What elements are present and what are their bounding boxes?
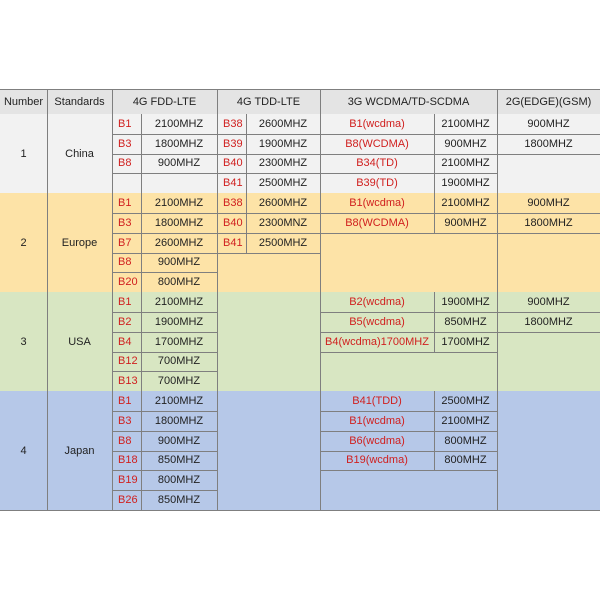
wcdma-frequency: 2100MHZ [441,414,490,427]
region-name: Japan [47,391,112,510]
fdd-band: B18 [118,454,138,467]
fdd-frequency: 850MHZ [157,454,201,467]
fdd-frequency: 700MHZ [157,375,201,388]
fdd-band: B1 [118,296,132,309]
gsm-frequency: 1800MHZ [524,137,573,150]
header-cell: Standards [47,89,112,114]
grid-line [434,391,435,470]
tdd-frequency: 2500MHZ [258,236,308,249]
wcdma-frequency: 2100MHZ [441,117,490,130]
wcdma-frequency: 1900MHZ [441,177,490,190]
region-number: 2 [0,193,47,292]
wcdma-frequency: 850MHZ [444,315,487,328]
fdd-frequency: 1800MHZ [154,137,204,150]
gsm-frequency: 1800MHZ [524,315,573,328]
grid-line [112,391,113,510]
wcdma-band: B39(TD) [356,177,398,190]
fdd-frequency: 800MHZ [157,276,201,289]
wcdma-band: B1(wcdma) [349,117,405,130]
fdd-band: B13 [118,375,138,388]
grid-line [141,391,142,510]
grid-line [434,114,435,193]
grid-line [47,89,48,114]
grid-line [217,114,218,193]
fdd-frequency: 900MHZ [157,434,201,447]
fdd-band: B26 [118,494,138,507]
grid-line [320,352,497,353]
fdd-frequency: 900MHZ [157,256,201,269]
fdd-frequency: 2100MHZ [154,117,204,130]
grid-line [217,89,218,114]
fdd-band: B8 [118,157,132,170]
grid-line [497,89,498,114]
fdd-frequency: 1800MHZ [154,216,204,229]
wcdma-band: B19(wcdma) [346,454,408,467]
fdd-frequency: 2600MHZ [154,236,204,249]
fdd-frequency: 1800MHZ [154,414,204,427]
wcdma-frequency: 2100MHZ [441,157,490,170]
tdd-frequency: 2300MNZ [258,216,308,229]
fdd-frequency: 850MHZ [157,494,201,507]
grid-line [112,193,113,292]
grid-line [497,332,600,333]
fdd-frequency: 800MHZ [157,474,201,487]
wcdma-band: B41(TDD) [352,395,402,408]
grid-line [112,114,113,193]
grid-line [217,253,320,254]
grid-line [320,470,497,471]
fdd-band: B8 [118,434,132,447]
fdd-band: B1 [118,117,132,130]
tdd-band: B41 [223,236,243,249]
region-number: 4 [0,391,47,510]
fdd-band: B7 [118,236,132,249]
grid-line [497,233,600,234]
fdd-band: B8 [118,256,132,269]
wcdma-band: B8(WCDMA) [345,216,409,229]
grid-line [112,173,217,174]
wcdma-frequency: 900MHZ [444,216,487,229]
wcdma-frequency: 800MHZ [444,454,487,467]
grid-line [141,193,142,292]
grid-line [217,193,218,292]
grid-line [246,114,247,193]
header-cell: 4G TDD-LTE [217,89,320,114]
wcdma-band: B8(WCDMA) [345,137,409,150]
frequency-band-table [0,89,600,510]
fdd-frequency: 2100MHZ [154,197,204,210]
tdd-frequency: 2600MHZ [258,197,308,210]
region-name: USA [47,292,112,391]
wcdma-frequency: 2100MHZ [441,197,490,210]
header-cell: 3G WCDMA/TD-SCDMA [320,89,497,114]
region-name: Europe [47,193,112,292]
gsm-frequency: 900MHZ [527,117,570,130]
tdd-band: B38 [223,117,243,130]
grid-line [497,114,498,193]
tdd-frequency: 2300MHZ [258,157,308,170]
grid-line [217,292,218,391]
grid-line [0,510,600,511]
wcdma-band: B4(wcdma)1700MHZ [325,335,429,348]
wcdma-band: B1(wcdma) [349,197,405,210]
grid-line [320,233,497,234]
wcdma-band: B5(wcdma) [349,315,405,328]
fdd-band: B19 [118,474,138,487]
tdd-band: B40 [223,157,243,170]
grid-line [497,193,498,292]
fdd-band: B1 [118,395,132,408]
grid-line [47,391,48,510]
region-number: 3 [0,292,47,391]
grid-line [217,391,218,510]
header-cell: 4G FDD-LTE [112,89,217,114]
tdd-frequency: 2600MHZ [258,117,308,130]
gsm-frequency: 1800MHZ [524,216,573,229]
grid-line [112,292,113,391]
grid-line [0,89,600,90]
grid-line [320,193,321,292]
header-cell: 2G(EDGE)(GSM) [497,89,600,114]
grid-line [246,193,247,252]
fdd-frequency: 700MHZ [157,355,201,368]
grid-line [320,114,321,193]
grid-line [434,193,435,233]
grid-line [141,292,142,391]
gsm-frequency: 900MHZ [527,197,570,210]
wcdma-frequency: 800MHZ [444,434,487,447]
grid-line [320,391,321,510]
grid-line [434,292,435,351]
grid-line [112,89,113,114]
grid-line [141,114,142,193]
wcdma-band: B2(wcdma) [349,296,405,309]
tdd-frequency: 2500MHZ [258,177,308,190]
fdd-band: B2 [118,315,132,328]
fdd-frequency: 1700MHZ [154,335,204,348]
grid-line [497,154,600,155]
fdd-frequency: 1900MHZ [154,315,204,328]
gsm-frequency: 900MHZ [527,296,570,309]
grid-line [320,292,321,391]
grid-line [47,114,48,193]
wcdma-frequency: 1700MHZ [441,335,490,348]
region-name: China [47,114,112,193]
grid-line [47,292,48,391]
wcdma-band: B6(wcdma) [349,434,405,447]
tdd-band: B39 [223,137,243,150]
fdd-frequency: 900MHZ [157,157,201,170]
fdd-frequency: 2100MHZ [154,395,204,408]
tdd-band: B40 [223,216,243,229]
fdd-frequency: 2100MHZ [154,296,204,309]
fdd-band: B1 [118,197,132,210]
grid-line [497,391,498,510]
region-number: 1 [0,114,47,193]
tdd-band: B38 [223,197,243,210]
tdd-frequency: 1900MHZ [258,137,308,150]
grid-line [497,292,498,391]
grid-line [47,193,48,292]
fdd-band: B12 [118,355,138,368]
fdd-band: B4 [118,335,132,348]
fdd-band: B3 [118,137,132,150]
fdd-band: B20 [118,276,138,289]
wcdma-band: B1(wcdma) [349,414,405,427]
tdd-band: B41 [223,177,243,190]
fdd-band: B3 [118,216,132,229]
wcdma-band: B34(TD) [356,157,398,170]
fdd-band: B3 [118,414,132,427]
grid-line [320,89,321,114]
wcdma-frequency: 2500MHZ [441,395,490,408]
wcdma-frequency: 900MHZ [444,137,487,150]
header-cell: Number [0,89,47,114]
wcdma-frequency: 1900MHZ [441,296,490,309]
